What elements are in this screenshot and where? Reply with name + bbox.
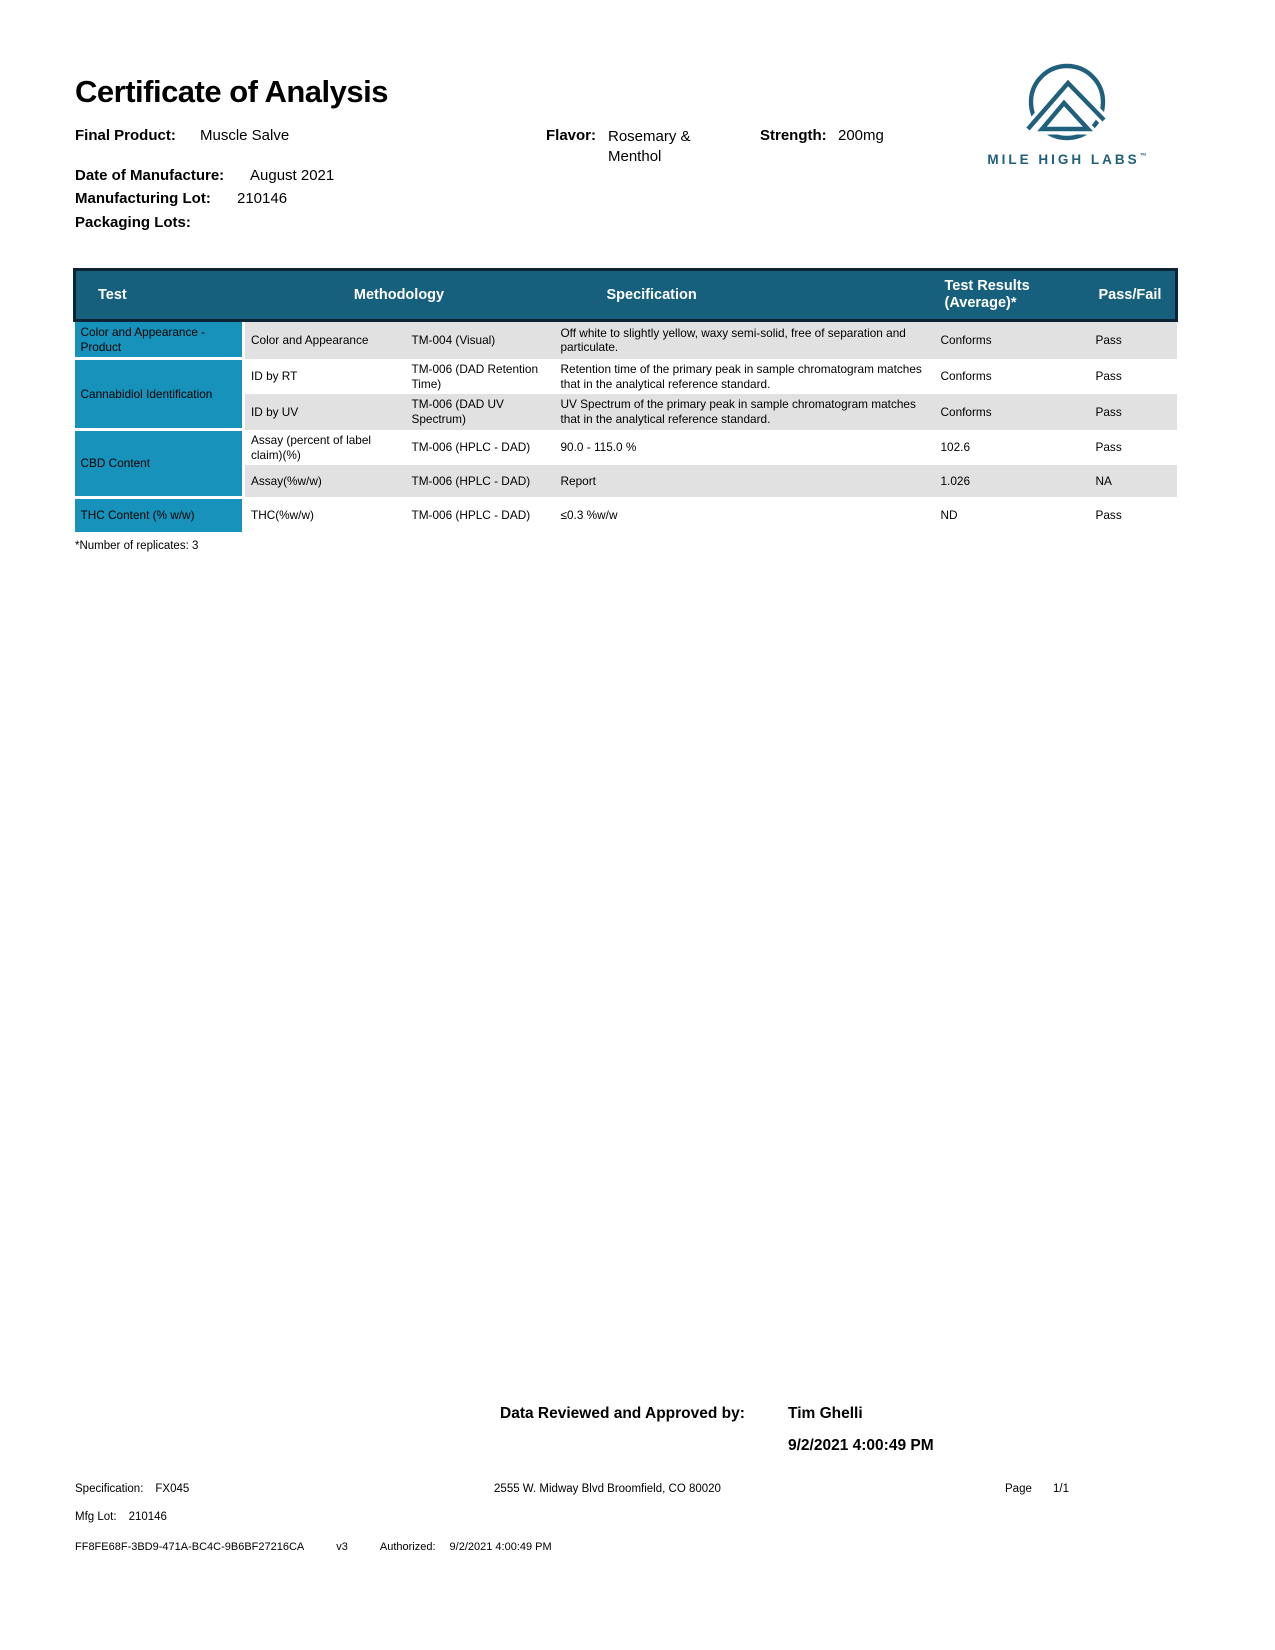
page-title: Certificate of Analysis [75,74,388,109]
header-methodology: Methodology [244,270,555,321]
cell-specification: ≤0.3 %w/w [560,508,618,522]
header-test-results: Test Results (Average)* [935,270,1090,321]
flavor-label: Flavor: [546,127,597,144]
cell-result: Conforms [935,394,1090,429]
date-of-manufacture-value: August 2021 [250,167,335,184]
footer-address: 2555 W. Midway Blvd Broomfield, CO 80020 [494,1483,721,1495]
cell-result: 1.026 [935,465,1090,497]
authorized-label: Authorized: [379,1541,436,1553]
results-table [73,268,1178,535]
mfg-lot-label: Mfg Lot: [75,1511,117,1523]
group-cbd-content: CBD Content [75,430,244,497]
table-header-row [75,270,1177,321]
flavor-value: Rosemary & Menthol [608,128,691,166]
cell-test: ID by UV [244,394,406,429]
specification-value: FX045 [155,1483,190,1495]
cell-methodology: TM-006 (HPLC - DAD) [411,508,531,522]
mfg-lot-value: 210146 [128,1511,167,1523]
cell-pass-fail: Pass [1090,321,1177,359]
table-row [75,321,1177,359]
cell-methodology: TM-006 (DAD UV Spectrum) [406,394,555,429]
approval-datetime: 9/2/2021 4:00:49 PM [788,1437,934,1454]
approved-by-label: Data Reviewed and Approved by: [500,1405,745,1422]
document-version: v3 [336,1541,348,1553]
cell-test: THC(%w/w) [251,508,314,522]
cell-result: ND [940,508,958,522]
header-pass-fail: Pass/Fail [1090,270,1177,321]
page-label: Page [1005,1483,1032,1495]
cell-pass-fail: Pass [1090,394,1177,429]
cell-specification: Retention time of the primary peak in sample chromatogram matches that in the analytical reference standard. [560,361,922,391]
authorized-datetime: 9/2/2021 4:00:49 PM [449,1541,552,1553]
page-number: 1/1 [1053,1483,1069,1495]
cell-specification: 90.0 - 115.0 % [560,440,637,455]
footer-mfg-lot [75,1511,167,1523]
group-cannabidiol-identification: Cannabidiol Identification [75,359,244,430]
footer-specification [75,1483,189,1495]
final-product-label: Final Product: [75,127,176,144]
cell-specification: Off white to slightly yellow, waxy semi-solid, free of separation and particulate. [555,321,935,359]
cell-pass-fail: Pass [1095,440,1122,455]
cell-pass-fail: Pass [1095,369,1122,384]
group-thc-content: THC Content (% w/w) [75,497,244,533]
cell-test: Assay(%w/w) [244,465,406,497]
approver-name: Tim Ghelli [788,1405,863,1422]
cell-test: Color and Appearance [244,321,406,359]
cell-pass-fail: NA [1090,465,1177,497]
header-specification: Specification [555,270,935,321]
group-color-appearance: Color and Appearance - Product [75,321,244,359]
specification-label: Specification: [75,1483,144,1495]
footer-authorization [75,1541,552,1553]
cell-methodology: TM-004 (Visual) [406,321,555,359]
replicates-note: *Number of replicates: 3 [75,540,199,552]
table-row [75,497,1177,533]
cell-test: Assay (percent of label claim)(%) [251,432,371,462]
header-test: Test [75,270,244,321]
manufacturing-lot-label: Manufacturing Lot: [75,190,211,207]
table-row [75,430,1177,465]
strength-value: 200mg [838,127,884,144]
cell-methodology: TM-006 (HPLC - DAD) [406,465,555,497]
trademark-symbol: ™ [1139,153,1147,160]
cell-test: ID by RT [251,369,298,384]
cell-specification: UV Spectrum of the primary peak in sample chromatogram matches that in the analytical reference standard. [555,394,935,429]
cell-result: 102.6 [940,440,971,455]
table-row [75,359,1177,394]
cell-result: Conforms [940,369,992,384]
manufacturing-lot-value: 210146 [237,190,288,207]
packaging-lots-label: Packaging Lots: [75,214,191,231]
mountain-circle-icon [992,58,1142,150]
final-product-value: Muscle Salve [200,127,290,144]
cell-methodology: TM-006 (DAD Retention Time) [411,361,539,391]
cell-pass-fail: Pass [1095,508,1122,522]
strength-label: Strength: [760,127,827,144]
document-id: FF8FE68F-3BD9-471A-BC4C-9B6BF27216CA [75,1541,305,1553]
cell-specification: Report [555,465,935,497]
cell-methodology: TM-006 (HPLC - DAD) [411,440,531,455]
cell-result: Conforms [935,321,1090,359]
brand-name: MILE HIGH LABS™ [987,152,1147,167]
date-of-manufacture-label: Date of Manufacture: [75,167,225,184]
brand-logo [952,58,1182,167]
